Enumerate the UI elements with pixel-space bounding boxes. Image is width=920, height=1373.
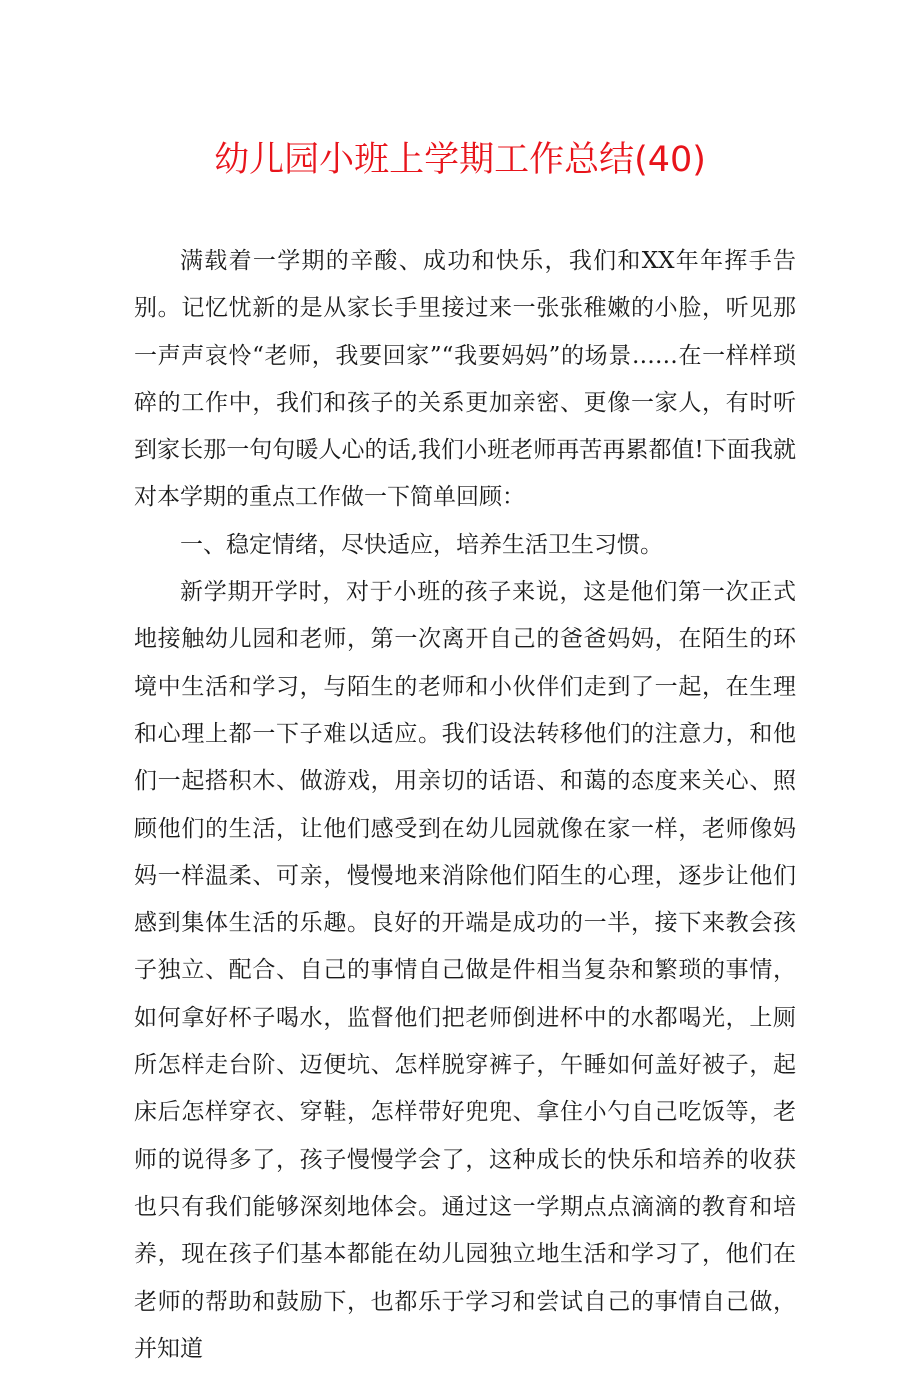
document-body — [134, 238, 796, 1373]
section-heading-1: 一、稳定情绪，尽快适应，培养生活卫生习惯。 — [180, 531, 663, 558]
section-1-paragraph: 新学期开学时，对于小班的孩子来说，这是他们第一次正式地接触幼儿园和老师，第一次离开自己的爸爸妈妈，在陌生的环境中生活和学习，与陌生的老师和小伙伴们走到了一起，在生理和心理上都一下子难以适应。我们设法转移他们的注意力，和他们一起搭积木、做游戏，用亲切的话语、和蔼的态度来关心、照顾他们的生活，让他们感受到在幼儿园就像在家一样，老师像妈妈一样温柔、可亲，慢慢地来消除他们陌生的心理，逐步让他们感到集体生活的乐趣。良好的开端是成功的一半，接下来教会孩子独立、配合、自己的事情自己做是件相当复杂和繁琐的事情，如何拿好杯子喝水，监督他们把老师倒进杯中的水都喝光，上厕所怎样走台阶、迈便坑、怎样脱穿裤子，午睡如何盖好被子，起床后怎样穿衣、穿鞋，怎样带好兜兜、拿住小勺自己吃饭等，老师的说得多了，孩子慢慢学会了，这种成长的快乐和培养的收获也只有我们能够深刻地体会。通过这一学期点点滴滴的教育和培养，现在孩子们基本都能在幼儿园独立地生活和学习了，他们在老师的帮助和鼓励下，也都乐于学习和尝试自己的事情自己做，并知道 — [134, 579, 796, 1362]
intro-paragraph: 满载着一学期的辛酸、成功和快乐，我们和XX年年挥手告别。记忆忧新的是从家长手里接过来一张张稚嫩的小脸，听见那一声声哀怜“老师，我要回家”“我要妈妈”的场景……在一样样琐碎的工作中，我们和孩子的关系更加亲密、更像一家人，有时听到家长那一句句暖人心的话,我们小班老师再苦再累都值!下面我就对本学期的重点工作做一下简单回顾： — [134, 248, 796, 511]
document-title: 幼儿园小班上学期工作总结(40) — [214, 140, 706, 180]
